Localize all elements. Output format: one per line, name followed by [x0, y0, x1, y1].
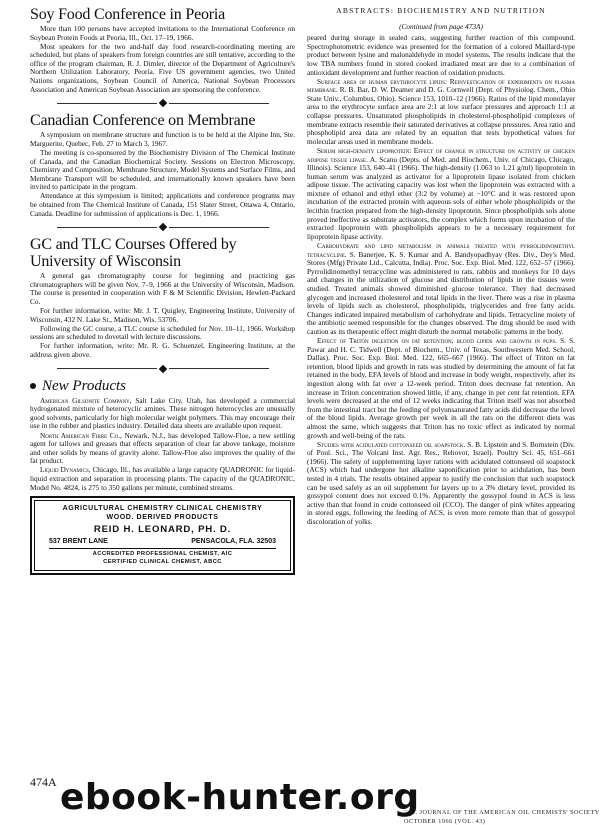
gc-tlc-paragraph-2: For further information, write: Mr. J. T. Quigley, Engineering Institute, University of Wisconsin, 432 N. Lake St., Madison, Wis. 53706.	[30, 306, 295, 324]
product-paragraph-1: American Gilsonite Company, Salt Lake City, Utah, has developed a commercial hydrogenated mixture of heterocyclic amines. These nitrogen heterocycles are unusually good solvents, particularly for high molecular weight polymers. This may encourage their use in the rubber and plastics industry. Detailed data sheets are available upon request.	[30, 395, 295, 431]
right-column	[307, 6, 575, 527]
new-products-heading	[30, 378, 295, 395]
abstract-carbohydrate-lipid: Carbohydrate and lipid metabolism in animals treated with pyrrolidinomethyl tetracycline. S. Banerjee, K. S. Kumar and A. Bandyopadhyay (Res. Div., Dey's Med. Stores (Mfg) Private Ltd., Calcutta, India). Proc. Soc. Exp. Biol. Med. 122, 652–57 (1966). Pyrrolidinomethyl tetracycline was administered to rats, rabbits and monkeys for 10 days and changes in the utilization of glucose and distribution of lipids in the tissues were studied. Treated animals showed diminished glucose tolerance. They had decreased glycogen and increased cholesterol and total lipids in the liver. There was a rise in plasma levels of lipids such as cholesterol, phospholipids, triglycerides and free fatty acids. Changes indicated impaired metabolism of carbohydrate and lipids. Tetracycline moiety of the antibiotic seemed responsible for the changes observed. The drug should be used with caution as its therapeutic effect might disturb the normal metabolic patterns in the body.	[307, 240, 575, 336]
abstract-title: Effect of Triton ingestion on fat retention, blood lipids and growth in pups.	[317, 335, 557, 345]
running-head: ABSTRACTS: BIOCHEMISTRY AND NUTRITION	[336, 6, 546, 15]
gc-tlc-paragraph-1: A general gas chromatography course for beginning and practicing gas chromatographers will be given Nov. 7–9, 1966 at the University of Wisconsin, Madison. The course is presented in cooperation with F & M Scientific Division, Hewlett-Packard Co.	[30, 271, 295, 306]
continued-note: (Continued from page 473A)	[399, 21, 483, 31]
advertisement-box	[30, 496, 295, 575]
company-name: North American Fibre Co.,	[40, 430, 122, 440]
abstract-title: Surface area of human erythrocyte lipids: Reinvestigation of experiments on plasma membrane.	[307, 76, 575, 95]
section-divider	[30, 99, 295, 107]
left-column	[30, 6, 295, 575]
company-name: American Gilsonite Company,	[40, 395, 132, 405]
diamond-ornament-icon	[158, 364, 166, 372]
ad-credential-2: CERTIFIED CLINICAL CHEMIST, ABCC	[103, 559, 222, 566]
soy-paragraph-1: More than 100 persons have accepted invitations to the International Conference on Soybean Protein Foods at Peoria, Ill., Oct. 17–19, 1966.	[30, 24, 295, 42]
ad-specialties-2: WOOD. DERIVED PRODUCTS	[106, 514, 219, 522]
product-paragraph-2: North American Fibre Co., Newark, N.J., has developed Tallow-Floe, a new settling agent for tallows and greases that effects separation of clear fat above tankage, moisture and other solids by means of gravity alone. Tallow-Floe also improves the quality of the fat product.	[30, 430, 295, 466]
ad-specialties: AGRICULTURAL CHEMISTRY CLINICAL CHEMISTRY	[62, 505, 263, 513]
abstract-title: Carbohydrate and lipid metabolism in animals treated with pyrrolidinomethyl tetracycline.	[307, 240, 575, 259]
ad-name: REID H. LEONARD, PH. D.	[93, 524, 232, 536]
section-divider	[30, 365, 295, 373]
diamond-ornament-icon	[158, 99, 166, 107]
ad-rule	[49, 548, 276, 549]
abstract-title: Serum high-density lipoprotein: Effect of change in structure on activity of chicken adipose tissue lipase.	[307, 145, 575, 164]
canadian-conference-heading: Canadian Conference on Membrane	[30, 112, 256, 130]
new-products-title: New Products	[42, 377, 127, 394]
gc-tlc-paragraph-3: Following the GC course, a TLC course is scheduled for Nov. 10–11, 1966. Workshop sessions are scheduled to dovetail with lecture discussions.	[30, 323, 295, 342]
soy-paragraph-2: Most speakers for the two and-half day food research-coordinating meeting are scheduled, but plans of speakers from foreign countries are still tentative, according to the office of the program chairman, R. J. Dimler, director of the Department of Agriculture's Northern Utilization Laboratory, Peoria. Five US government agencies, two United Nations organizations, Soybean Council of America, National Soybean Processors Association and American Soybean Association are sponsoring the conference.	[30, 41, 295, 94]
abstract-triton: Effect of Triton ingestion on fat retention, blood lipids and growth in pups. S. S. Pawar and H. C. Tidwell (Dept. of Biochem., Univ. of Texas, Southwestern Med. School, Dallas). Proc. Soc. Exp. Biol. Med. 122, 665–667 (1966). The effect of Triton on fat retention, blood lipids and growth in rats was studied by determining the amount of fat fat retained in the body, EFA levels of blood and increase in body weight, respectively, after its ingestion along with fat over a 12-week period. Triton does decrease fat retention. An increase in Triton concentration showed little, if any, change in per cent fat retention. EFA levels were decreased at the end of 12 weeks indicating that Triton itself was not absorbed from the intestinal tract but the feeding of polyunsaturated fatty acids did decrease the level of the blood lipids. Average growth per week in all the rats on the different diets was almost the same, which suggests that Triton has no toxic effect as indicated by normal growth and well-being of the rats.	[307, 335, 576, 440]
diamond-ornament-icon	[158, 223, 166, 231]
gc-tlc-courses-heading: GC and TLC Courses Offered by University of Wisconsin	[30, 236, 237, 271]
page-number: 474A	[30, 775, 57, 789]
ad-street: 537 BRENT LANE	[49, 538, 108, 546]
journal-footer: THE JOURNAL OF THE AMERICAN OIL CHEMISTS' SOCIETY OCTOBER 1966 (VOL. 43)	[404, 809, 600, 825]
soy-conference-heading: Soy Food Conference in Peoria	[30, 6, 226, 23]
ad-city: PENSACOLA, FLA. 32503	[191, 538, 276, 546]
ad-credential-1: ACCREDITED PROFESSIONAL CHEMIST, AIC	[92, 551, 233, 558]
abstract-continuation: peared during storage in sealed cans, suggesting further reaction of this compound. Spectrophotometric evidence was presented for the formation of a colored Maillard-type product between lysine and malonaldehyde in model systems. The results indicate that the low TBA numbers found in stored cooked irradiated meat are due to a combination of antioxidant development and further reaction of oxidation products.	[307, 33, 575, 77]
canadian-paragraph-1: A symposium on membrane structure and function is to be held at the Alpine Inn, Ste. Marguerite, Quebec, Feb. 27 to March 3, 1967.	[30, 130, 295, 148]
company-name: Liquid Dynamics,	[40, 465, 91, 475]
bullet-icon	[30, 383, 36, 389]
canadian-paragraph-2: The meeting is co-sponsored by the Biochemistry Division of The Chemical Institute of Canada, and the Canadian Biochemical Society. Sessions on Electron Microscopy, Chemistry and Composition, Membrane Structure, Model Systems and Surface Films, and Membrane Transport will be scheduled, and internationally known speakers have been invited to participate in the program.	[30, 147, 295, 192]
canadian-paragraph-3: Attendance at this symposium is limited; applications and conference programs may be obtained from The Chemical Institute of Canada, 151 Slater Street, Ottawa 4, Ontario, Canada. Deadline for submission of applications is Dec. 1, 1966.	[30, 191, 295, 218]
section-divider	[30, 223, 295, 231]
abstract-serum-lipoprotein: Serum high-density lipoprotein: Effect of change in structure on activity of chicken adipose tissue lipase. A. Scanu (Depts. of Med. and Biochem., Univ. of Chicago, Chicago, Illinois). Science 153, 640–41 (1966). The high-density (1.063 to 1.21 g/ml) lipoprotein in human serum was analyzed as activator for a lipoprotein lipase isolated from chicken adipose tissue. The activating capacity was lost when the lipoprotein was extracted with a mixture of ethanol and ethyl ether (3:2 by volume) at −10°C and it was restored upon incubation of the extracted protein with aqueous sols of either whole phospholipids or the lecithin fraction prepared from the high-density lipoprotein. Since phospholipids sols alone proved ineffective as substrate activators, the complex which forms upon incubation of the extracted lipoprotein with phospholipids appears to be a necessary requirement for lipoprotein lipase activity.	[307, 145, 575, 241]
ad-address	[39, 537, 286, 547]
abstract-erythrocyte-lipids: Surface area of human erythrocyte lipids: Reinvestigation of experiments on plasma membrane. R. B. Bar, D. W. Deamer and D. G. Cornwell (Dept. of Physiolog. Chem., Ohio State Univ., Columbus, Ohio). Science 153, 1010–12 (1966). Ratios of the lipid monolayer area to the erythrocyte surface area are 2:1 at low surface pressures and approach 1:1 at collapse pressures. Unsaturated phospholipids in cholesterol-phospholipid complexes of membrane extracts resemble their saturated derivatives at collapse pressures. Area ratio and phospholipid area data are related by an equation that tests hypothetical values for molecular areas used in membrane models.	[307, 76, 575, 146]
watermark: ebook-hunter.org	[60, 777, 420, 818]
abstract-title: Studies with acidulated cottonseed oil soapstock.	[317, 439, 466, 449]
abstract-cottonseed-soapstock: Studies with acidulated cottonseed oil soapstock. S. B. Lipstein and S. Bornstein (Div. of Poul. Sci., The Volcani Inst. Agr. Res., Rehovot, Israel). Poultry Sci. 45, 651–661 (1966). The safety of supplementing layer rations with acidulated cottonseed oil soapstock (ACS) which had undergone hot alkaline saponification prior to acidulation, has been tested in 4 trials. The results obtained appear to justify the conclusion that such soapstock can be used safely as an oil supplement for layers up to a 3% dietary level, provided its gossypol content does not exceed 0.1%. Apparently the gossypol found in ACS is less active than that found in crude cottonseed oil (CCO). The danger of pink whites appearing in stored eggs, following the feeding of ACS, is even more remote than that of gossypol discoloration of yolks.	[307, 439, 576, 526]
gc-tlc-paragraph-4: For further information, write: Mr. R. G. Schuenzel, Engineering Institute, at the address given above.	[30, 341, 295, 360]
product-paragraph-3: Liquid Dynamics, Chicago, Ill., has available a large capacity QUADRONIC for liquid-liquid extraction and separation in processing plants. The capacity of the QUADRONIC, Model No. 4824, is 275 to 350 gallons per minute, combined streams.	[30, 465, 295, 492]
